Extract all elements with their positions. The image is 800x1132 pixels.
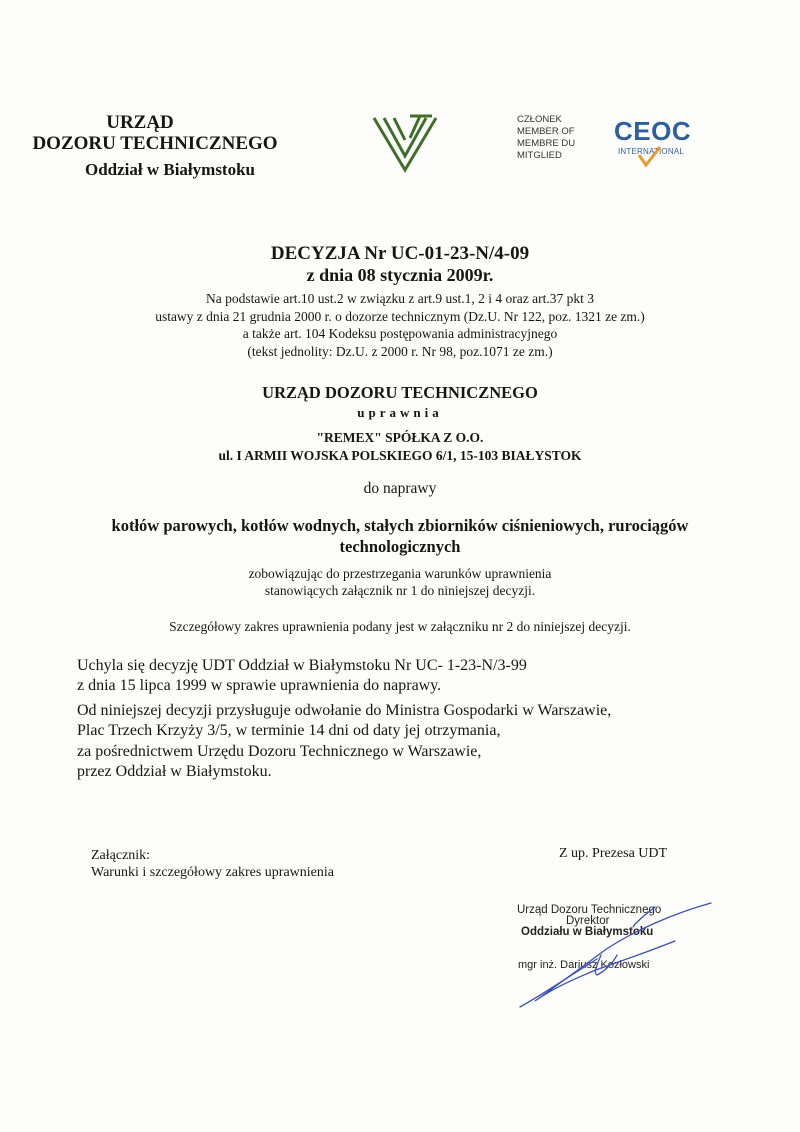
stamp-line: Urząd Dozoru Technicznego (517, 904, 662, 916)
revocation-paragraph (77, 656, 697, 697)
org-name-line1: URZĄD (106, 112, 174, 133)
legal-basis-line: ustawy z dnia 21 grudnia 2000 r. o dozorze technicznym (Dz.U. Nr 122, poz. 1321 ze zm.) (155, 308, 645, 324)
purpose-text: do naprawy (363, 480, 437, 497)
decision-date: z dnia 08 stycznia 2009r. (306, 265, 494, 285)
authority-name: URZĄD DOZORU TECHNICZNEGO (262, 383, 538, 402)
org-name-line2: DOZORU TECHNICZNEGO (32, 133, 278, 154)
scope-line: technologicznych (339, 537, 461, 556)
member-line: CZŁONEK (517, 114, 562, 125)
decision-title: DECYZJA Nr UC-01-23-N/4-09 (270, 243, 530, 264)
scope-of-authorization (60, 515, 740, 557)
authorizes-text: uprawnia (357, 405, 443, 420)
member-line: MEMBER OF (517, 126, 575, 137)
scope-line: kotłów parowych, kotłów wodnych, stałych zbiorników ciśnieniowych, rurociągów (111, 516, 689, 535)
obligation-text (0, 565, 800, 599)
obligation-line: zobowiązując do przestrzegania warunków uprawnienia (248, 566, 552, 581)
legal-basis-line: a także art. 104 Kodeksu postępowania administracyjnego (242, 326, 558, 341)
ceoc-logo-subtitle: INTERNATIONAL (618, 147, 685, 156)
on-behalf-text: Z up. Prezesa UDT (559, 846, 668, 861)
signature-icon (505, 895, 725, 1015)
legal-basis-line: (tekst jednolity: Dz.U. z 2000 r. Nr 98, poz.1071 ze zm.) (247, 343, 553, 359)
appeal-line: przez Oddział w Białymstoku. (77, 762, 272, 780)
company-name: "REMEX" SPÓŁKA Z O.O. (316, 430, 484, 445)
member-line: MEMBRE DU (517, 138, 576, 149)
member-line: MITGLIED (517, 150, 562, 161)
appeal-line: za pośrednictwem Urzędu Dozoru Technicznego w Warszawie, (77, 742, 482, 760)
revocation-line: Uchyla się decyzję UDT Oddział w Białymstoku Nr UC- 1-23-N/3-99 (77, 657, 527, 674)
company-address: ul. I ARMII WOJSKA POLSKIEGO 6/1, 15-103 BIAŁYSTOK (218, 448, 582, 463)
stamp-line: Dyrektor (566, 915, 610, 927)
ceoc-check-icon (636, 145, 662, 169)
membership-text (517, 114, 575, 162)
legal-basis-line: Na podstawie art.10 ust.2 w związku z art.9 ust.1, 2 i 4 oraz art.37 pkt 3 (205, 291, 595, 306)
org-branch: Oddział w Białymstoku (84, 160, 256, 179)
ceoc-logo-text: CEOC (614, 116, 692, 146)
obligation-line: stanowiących załącznik nr 1 do niniejszej decyzji. (264, 583, 536, 598)
appeal-line: Plac Trzech Krzyży 3/5, w terminie 14 dni od daty jej otrzymania, (77, 722, 501, 740)
appeal-paragraph (77, 701, 697, 782)
details-note: Szczegółowy zakres uprawnienia podany jest w załączniku nr 2 do niniejszej decyzji. (169, 619, 631, 634)
stamp-signatory: mgr inż. Dariusz Kozłowski (518, 959, 650, 971)
attachment-text: Warunki i szczegółowy zakres uprawnienia (91, 865, 334, 880)
udt-logo-icon (370, 108, 440, 174)
revocation-line: z dnia 15 lipca 1999 w sprawie uprawnienia do naprawy. (77, 677, 442, 695)
legal-basis (0, 290, 800, 360)
appeal-line: Od niniejszej decyzji przysługuje odwołanie do Ministra Gospodarki w Warszawie, (77, 702, 612, 719)
stamp-line: Oddziału w Białymstoku (521, 926, 654, 938)
attachment-label: Załącznik: (91, 848, 151, 863)
